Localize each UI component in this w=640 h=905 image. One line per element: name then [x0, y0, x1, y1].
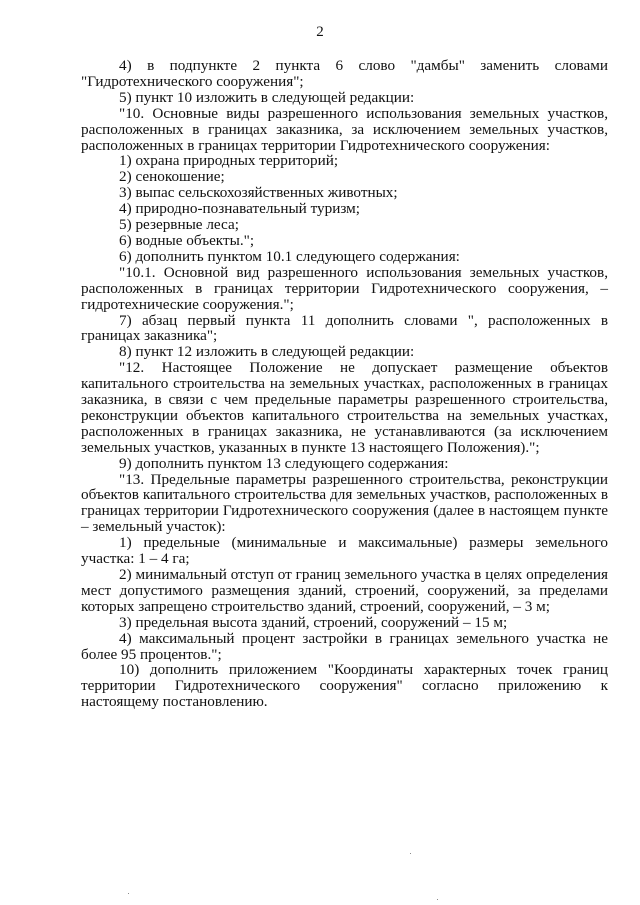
list-item: 1) охрана природных территорий; — [119, 152, 339, 170]
paragraph-point-10-1: "10.1. Основной вид разрешенного использования земельных участков, расположенных в границах территории Гидротехнического сооружения, – гидротехнические сооружения."; — [81, 263, 608, 313]
list-item: 6) водные объекты."; — [119, 231, 255, 249]
paragraph-item-8: 8) пункт 12 изложить в следующей редакции: — [119, 343, 415, 361]
list-item: 5) резервные леса; — [119, 216, 239, 234]
scan-speck — [410, 853, 411, 854]
scan-speck — [437, 899, 438, 900]
list-item: 3) предельная высота зданий, строений, сооружений – 15 м; — [119, 613, 508, 631]
paragraph-item-10: 10) дополнить приложением "Координаты характерных точек границ территории Гидротехнического сооружения" согласно приложению к настоящему постановлению. — [81, 661, 608, 711]
paragraph-item-4: 4) в подпункте 2 пункта 6 слово "дамбы" заменить словами "Гидротехнического сооружения"; — [81, 57, 608, 90]
page-number: 2 — [316, 24, 324, 40]
list-item: 4) природно-познавательный туризм; — [119, 200, 360, 218]
paragraph-item-7: 7) абзац первый пункта 11 дополнить словами ", расположенных в границах заказника"; — [81, 311, 608, 345]
list-item: 4) максимальный процент застройки в границах земельного участка не более 95 процентов."; — [81, 629, 608, 663]
list-item: 1) предельные (минимальные и максимальные) размеры земельного участка: 1 – 4 га; — [81, 534, 608, 568]
list-item: 2) минимальный отступ от границ земельного участка в целях определения мест допустимого размещения зданий, строений, сооружений, за пределами которых запрещено строительство зданий, строений, сооружений, – 3 м; — [81, 566, 608, 615]
list-item: 3) выпас сельскохозяйственных животных; — [119, 184, 398, 202]
paragraph-item-6: 6) дополнить пунктом 10.1 следующего содержания: — [119, 247, 460, 265]
paragraph-point-12: "12. Настоящее Положение не допускает размещение объектов капитального строительства на земельных участках, расположенных в границах заказника, в связи с чем предельные параметры разрешенного строительства, реконструкции объектов капитального строительства на земельных участках, расположенных в границах заказника, не устанавливаются (за исключением земельных участков, указанных в пункте 13 настоящего Положения)."; — [81, 359, 608, 456]
paragraph-item-5: 5) пункт 10 изложить в следующей редакции: — [119, 88, 415, 106]
paragraph-point-10: "10. Основные виды разрешенного использования земельных участков, расположенных в границах заказника, за исключением земельных участков, расположенных в границах территории Гидротехнического сооружения: — [81, 104, 608, 154]
list-item: 2) сенокошение; — [119, 168, 225, 186]
document-body — [81, 58, 608, 710]
paragraph-item-9: 9) дополнить пунктом 13 следующего содержания: — [119, 454, 449, 472]
scan-speck — [128, 893, 129, 894]
paragraph-point-13: "13. Предельные параметры разрешенного строительства, реконструкции объектов капитального строительства для земельных участков, расположенных в границах территории Гидротехнического сооружения (далее в настоящем пункте – земельный участок): — [81, 470, 608, 536]
